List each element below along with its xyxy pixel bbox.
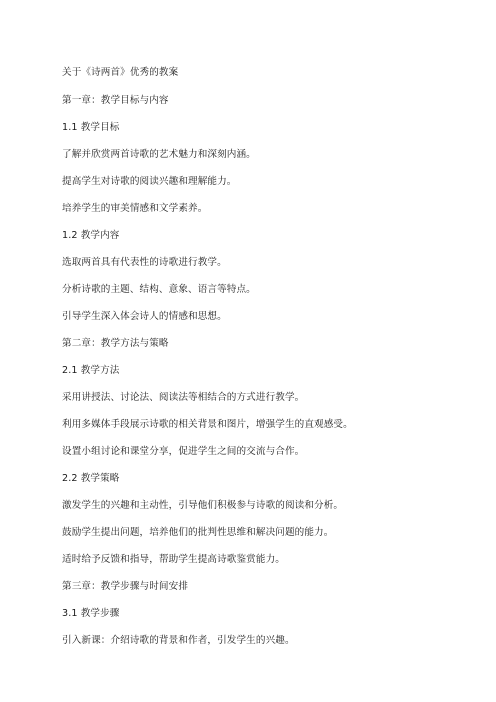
chapter-heading: 第一章：教学目标与内容 bbox=[62, 95, 169, 106]
paragraph-line: 培养学生的审美情感和文学素养。 bbox=[62, 203, 208, 214]
section-heading: 2.1 教学方法 bbox=[62, 365, 120, 376]
section-heading: 2.2 教学策略 bbox=[62, 473, 120, 484]
paragraph-line: 提高学生对诗歌的阅读兴趣和理解能力。 bbox=[62, 176, 237, 187]
paragraph-line: 激发学生的兴趣和主动性，引导他们积极参与诗歌的阅读和分析。 bbox=[62, 500, 344, 511]
chapter-heading: 第三章：教学步骤与时间安排 bbox=[62, 581, 189, 592]
paragraph-line: 设置小组讨论和课堂分享，促进学生之间的交流与合作。 bbox=[62, 446, 305, 457]
paragraph-line: 采用讲授法、讨论法、阅读法等相结合的方式进行教学。 bbox=[62, 392, 305, 403]
paragraph-line: 分析诗歌的主题、结构、意象、语言等特点。 bbox=[62, 284, 256, 295]
paragraph-line: 利用多媒体手段展示诗歌的相关背景和图片，增强学生的直观感受。 bbox=[62, 419, 353, 430]
document-title: 关于《诗两首》优秀的教案 bbox=[62, 67, 179, 78]
paragraph-line: 适时给予反馈和指导，帮助学生提高诗歌鉴赏能力。 bbox=[62, 554, 285, 565]
section-heading: 3.1 教学步骤 bbox=[62, 608, 120, 619]
section-heading: 1.2 教学内容 bbox=[62, 230, 120, 241]
paragraph-line: 引导学生深入体会诗人的情感和思想。 bbox=[62, 311, 227, 322]
paragraph-line: 选取两首具有代表性的诗歌进行教学。 bbox=[62, 257, 227, 268]
chapter-heading: 第二章：教学方法与策略 bbox=[62, 338, 169, 349]
paragraph-line: 鼓励学生提出问题，培养他们的批判性思维和解决问题的能力。 bbox=[62, 527, 334, 538]
section-heading: 1.1 教学目标 bbox=[62, 122, 120, 133]
paragraph-line: 了解并欣赏两首诗歌的艺术魅力和深刻内涵。 bbox=[62, 149, 256, 160]
paragraph-line: 引入新课：介绍诗歌的背景和作者，引发学生的兴趣。 bbox=[62, 635, 295, 646]
